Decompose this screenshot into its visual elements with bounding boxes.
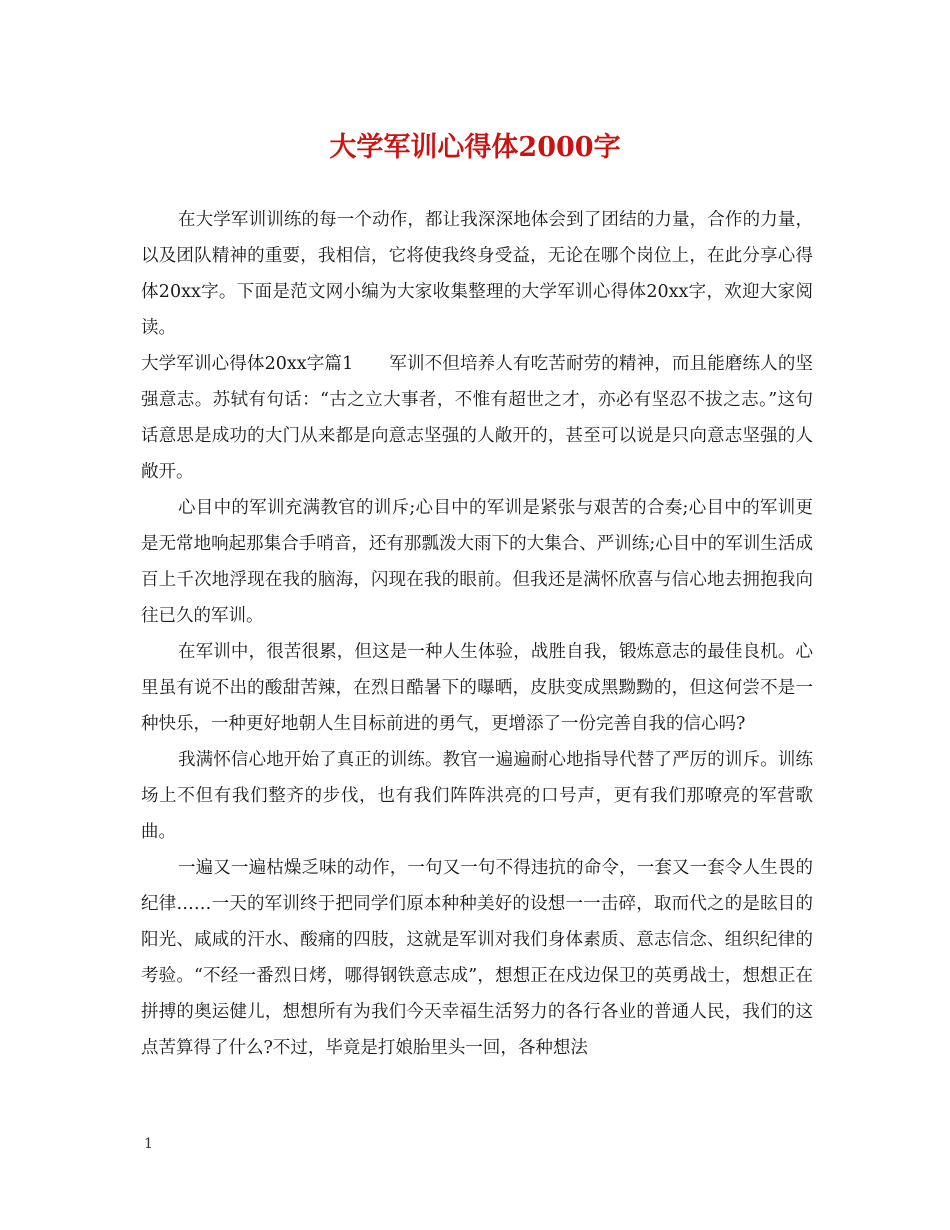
body-paragraph: 我满怀信心地开始了真正的训练。教官一遍遍耐心地指导代替了严厉的训斥。训练场上不但有我们整齐的步伐，也有我们阵阵洪亮的口号声，更有我们那嘹亮的军营歌曲。 (141, 750, 813, 842)
body-paragraph: 一遍又一遍枯燥乏味的动作，一句又一句不得违抗的命令，一套又一套令人生畏的纪律……一天的军训终于把同学们原本种种美好的设想一一击碎，取而代之的是眩目的阳光、咸咸的汗水、酸痛的四肢，这就是军训对我们身体素质、意志信念、组织纪律的考验。“不经一番烈日烤，哪得钢铁意志成”，想想正在戍边保卫的英勇战士，想想正在拼搏的奥运健儿，想想所有为我们今天幸福生活努力的各行各业的普通人民，我们的这点苦算得了什么?不过，毕竟是打娘胎里头一回，各种想法 (141, 858, 813, 1058)
section-heading: 大学军训心得体20xx字篇1 (141, 354, 354, 374)
body-paragraph: 在军训中，很苦很累，但这是一种人生体验，战胜自我，锻炼意志的最佳良机。心里虽有说不出的酸甜苦辣，在烈日酷暑下的曝晒，皮肤变成黑黝黝的，但这何尝不是一种快乐，一种更好地朝人生目标前进的勇气，更增添了一份完善自我的信心吗? (141, 642, 813, 734)
intro-paragraph: 在大学军训训练的每一个动作，都让我深深地体会到了团结的力量，合作的力量，以及团队精神的重要，我相信，它将使我终身受益，无论在哪个岗位上，在此分享心得体20xx字。下面是范文网小编为大家收集整理的大学军训心得体20xx字，欢迎大家阅读。 (141, 210, 813, 338)
page-number: 1 (144, 1136, 153, 1152)
document-body (141, 202, 813, 1066)
section-paragraph (141, 346, 813, 490)
section-text: 军训不但培养人有吃苦耐劳的精神，而且能磨练人的坚强意志。苏轼有句话：“古之立大事者，不惟有超世之才，亦必有坚忍不拔之志。”这句话意思是成功的大门从来都是向意志坚强的人敞开的，甚至可以说是只向意志坚强的人敞开。 (141, 354, 814, 482)
body-paragraph: 心目中的军训充满教官的训斥;心目中的军训是紧张与艰苦的合奏;心目中的军训更是无常地响起那集合手哨音，还有那瓢泼大雨下的大集合、严训练;心目中的军训生活成百上千次地浮现在我的脑海，闪现在我的眼前。但我还是满怀欣喜与信心地去拥抱我向往已久的军训。 (141, 498, 813, 626)
document-title: 大学军训心得体2000字 (329, 132, 621, 163)
